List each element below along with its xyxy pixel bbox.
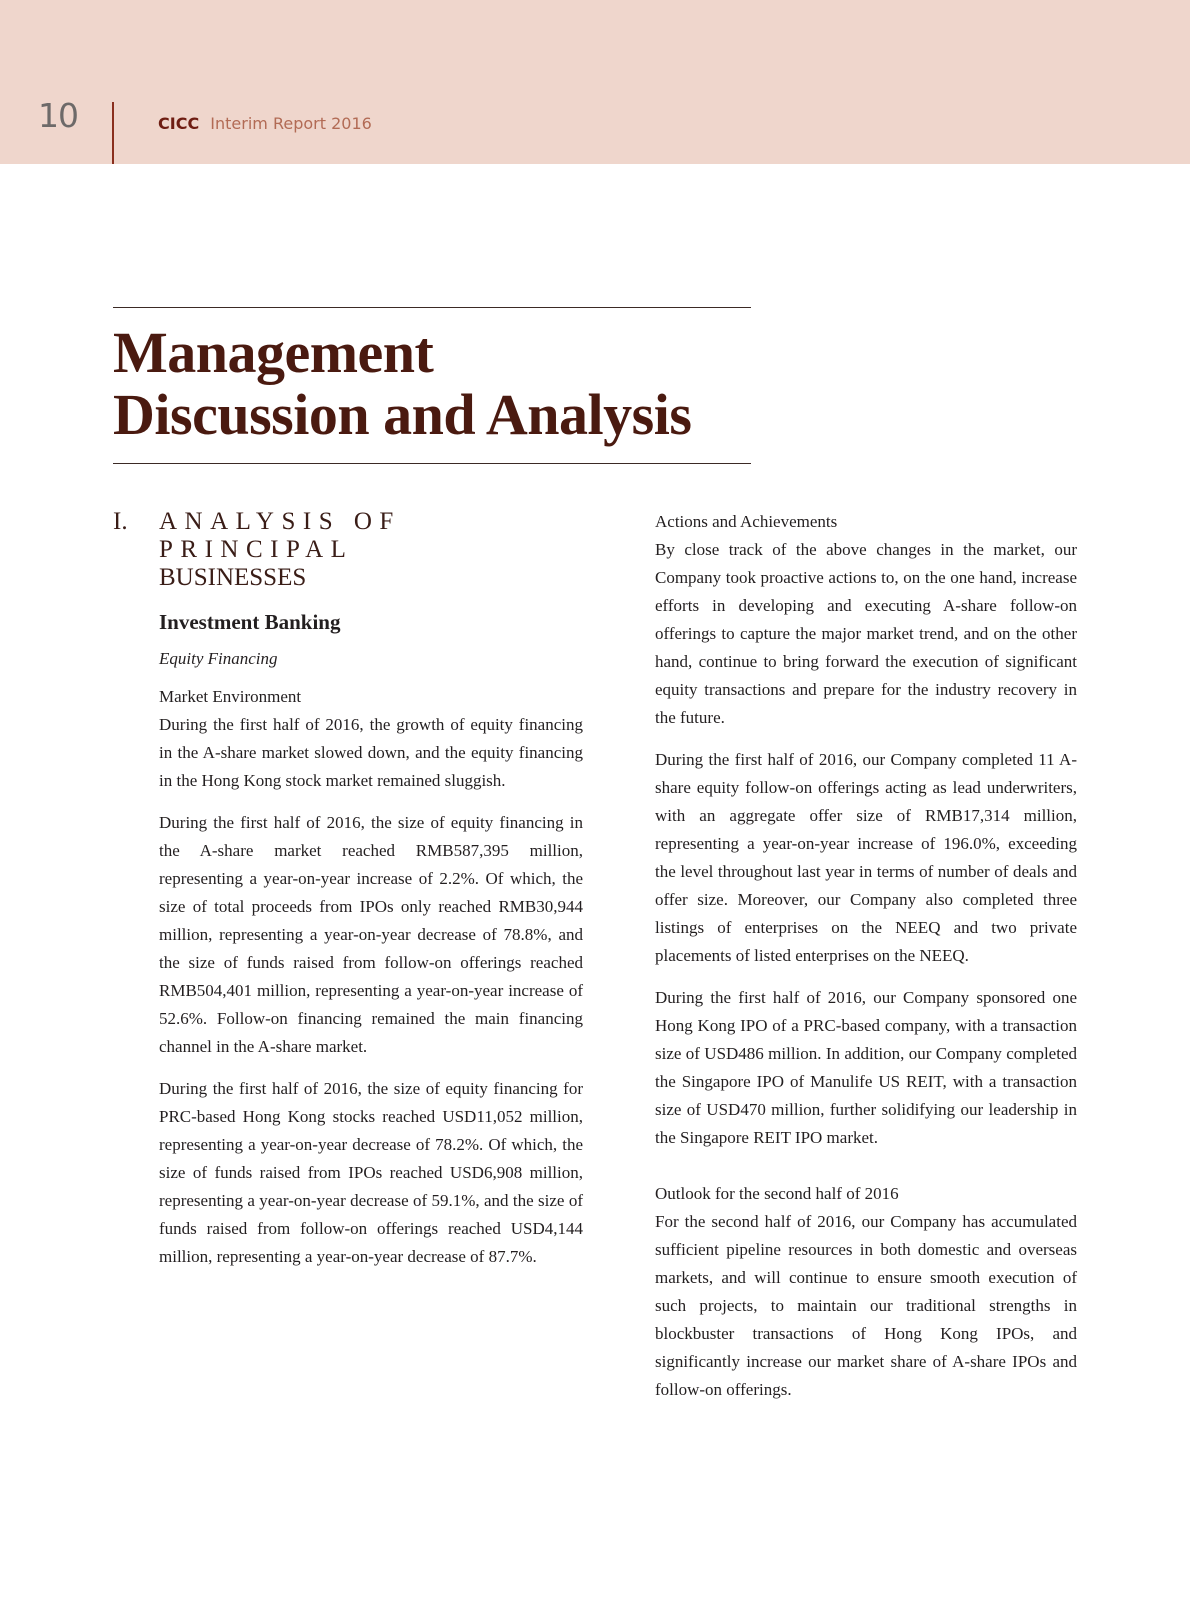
market-environment-label: Market Environment [159,687,302,706]
page-title-line2: Discussion and Analysis [113,382,692,447]
running-head [158,114,372,133]
page-title-line1: Management [113,320,434,385]
paragraph: By close track of the above changes in the market, our Company took proactive actions to, on the one hand, increase efforts in developing and executing A-share follow-on offerings to capture the major market trend, and on the other hand, continue to bring forward the execution of significant equity transactions and prepare for the industry recovery in the future. [655,540,1077,727]
business-heading: Investment Banking [159,610,341,634]
section-heading-line1: ANALYSIS OF PRINCIPAL [159,508,401,563]
report-title: Interim Report 2016 [210,114,372,133]
brand-name: CICC [158,114,200,133]
header-divider [112,102,114,164]
page-title [113,322,691,446]
section-heading-line2: BUSINESSES [159,564,307,591]
left-column [113,508,583,1271]
title-rule-bottom [113,463,751,464]
title-rule-top [113,307,751,308]
paragraph: During the first half of 2016, the growth of equity financing in the A-share market slowed down, and the equity financing in the Hong Kong stock market remained sluggish. [159,715,583,790]
paragraph: During the first half of 2016, the size of equity financing for PRC-based Hong Kong stocks reached USD11,052 million, representing a year-on-year decrease of 78.2%. Of which, the size of funds raised from IPOs reached USD6,908 million, representing a year-on-year decrease of 59.1%, and the size of funds raised from follow-on offerings reached USD4,144 million, representing a year-on-year decrease of 87.7%. [159,1079,583,1266]
outlook-paragraph: For the second half of 2016, our Company has accumulated sufficient pipeline resources in both domestic and overseas markets, and will continue to ensure smooth execution of such projects, to maintain our traditional strengths in blockbuster transactions of Hong Kong IPOs, and significantly increase our market share of A-share IPOs and follow-on offerings. [655,1212,1077,1399]
paragraph: During the first half of 2016, our Company completed 11 A-share equity follow-on offerings acting as lead underwriters, with an aggregate offer size of RMB17,314 million, representing a year-on-year increase of 196.0%, exceeding the level throughout last year in terms of number of deals and offer size. Moreover, our Company also completed three listings of enterprises on the NEEQ and two private placements of listed enterprises on the NEEQ. [655,750,1077,965]
section-heading [113,508,583,592]
header-band [0,0,1190,164]
right-column [655,508,1077,1404]
actions-label: Actions and Achievements [655,512,838,531]
paragraph: During the first half of 2016, our Company sponsored one Hong Kong IPO of a PRC-based company, with a transaction size of USD486 million. In addition, our Company completed the Singapore IPO of Manulife US REIT, with a transaction size of USD470 million, further solidifying our leadership in the Singapore REIT IPO market. [655,988,1077,1147]
page-number: 10 [38,96,78,135]
subsection-heading: Equity Financing [159,649,278,668]
outlook-label: Outlook for the second half of 2016 [655,1184,899,1203]
section-number: I. [113,508,128,535]
paragraph: During the first half of 2016, the size of equity financing in the A-share market reached RMB587,395 million, representing a year-on-year increase of 2.2%. Of which, the size of total proceeds from IPOs only reached RMB30,944 million, representing a year-on-year decrease of 78.8%, and the size of funds raised from follow-on offerings reached RMB504,401 million, representing a year-on-year increase of 52.6%. Follow-on financing remained the main financing channel in the A-share market. [159,813,583,1056]
